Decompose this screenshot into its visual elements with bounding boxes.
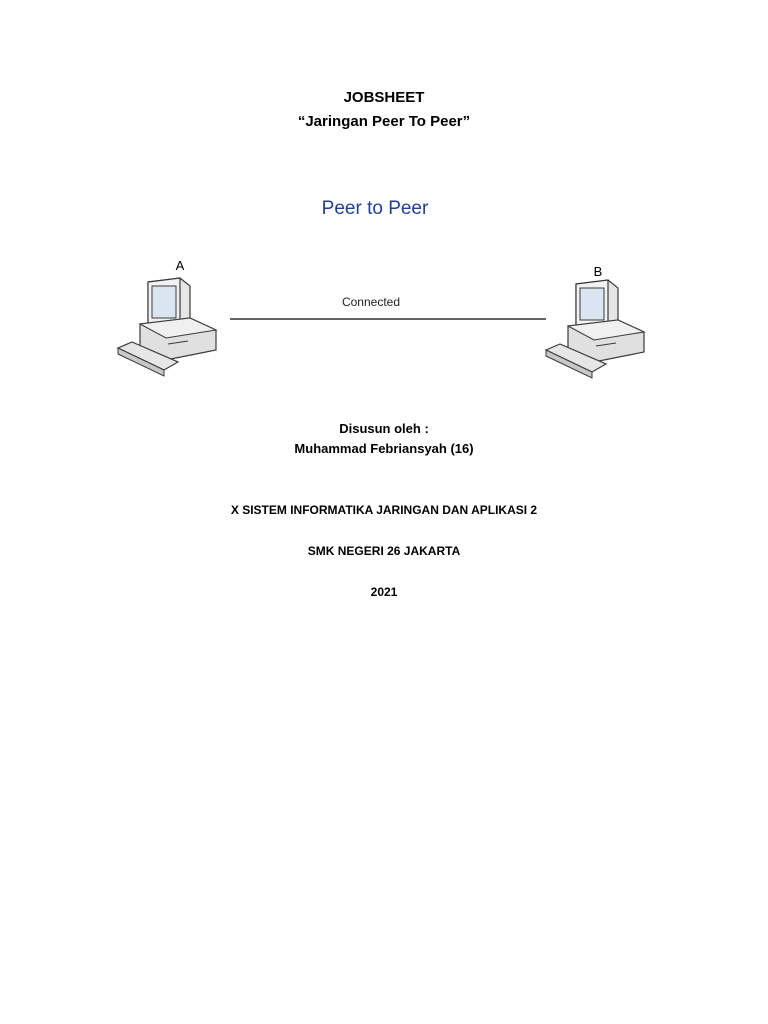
author-name: Muhammad Febriansyah (16) — [294, 441, 474, 456]
node-a-label: A — [175, 258, 185, 273]
computer-a-icon — [118, 278, 216, 376]
school-name: SMK NEGERI 26 JAKARTA — [307, 544, 461, 558]
document-year: 2021 — [370, 585, 398, 599]
computer-b-icon — [546, 280, 644, 378]
node-b-label: B — [593, 264, 603, 279]
document-subtitle: “Jaringan Peer To Peer” — [297, 113, 471, 130]
peer-to-peer-diagram — [110, 188, 660, 388]
class-name: X SISTEM INFORMATIKA JARINGAN DAN APLIKASI 2 — [230, 503, 538, 517]
document-title: JOBSHEET — [343, 89, 425, 106]
credit-label: Disusun oleh : — [339, 421, 429, 436]
link-label: Connected — [341, 295, 401, 309]
diagram-heading: Peer to Peer — [321, 198, 429, 219]
